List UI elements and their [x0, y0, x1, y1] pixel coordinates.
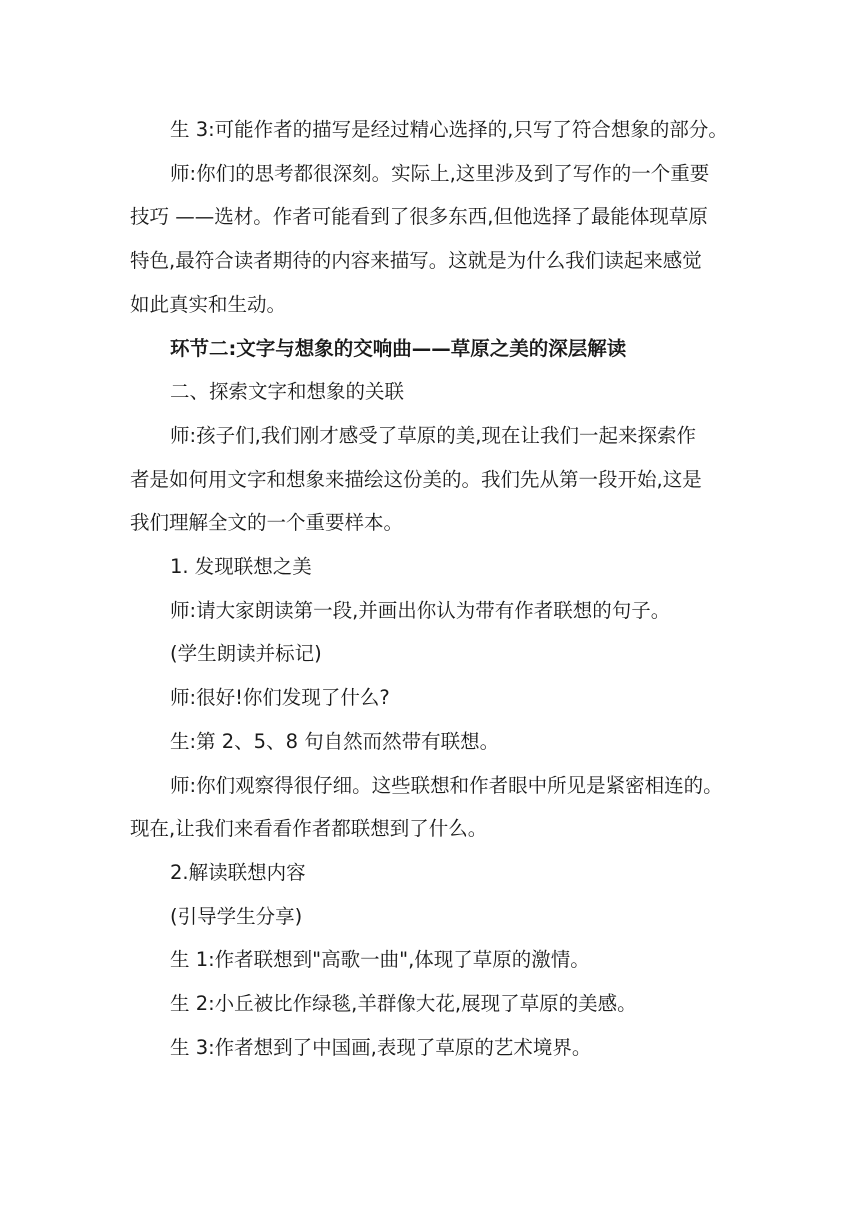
paragraph-line: 我们理解全文的一个重要样本。	[130, 511, 404, 535]
paragraph-line: 现在,让我们来看看作者都联想到了什么。	[130, 817, 488, 841]
paragraph	[130, 414, 730, 545]
paragraph-line: 2.解读联想内容	[170, 860, 306, 884]
paragraph	[130, 895, 730, 939]
paragraph	[130, 851, 730, 895]
paragraph	[130, 1026, 730, 1070]
paragraph-line: 环节二:文字与想象的交响曲——草原之美的深层解读	[170, 336, 627, 360]
paragraph-line: 师:你们观察得很仔细。这些联想和作者眼中所见是紧密相连的。	[170, 773, 723, 797]
paragraph	[130, 370, 730, 414]
paragraph	[130, 589, 730, 633]
paragraph-line: 1. 发现联想之美	[170, 555, 312, 579]
paragraph-line: 师:很好!你们发现了什么?	[170, 686, 390, 710]
paragraph	[130, 720, 730, 764]
section-heading	[130, 327, 730, 371]
paragraph	[130, 152, 730, 327]
paragraph-line: 师:请大家朗读第一段,并画出你认为带有作者联想的句子。	[170, 598, 671, 622]
paragraph	[130, 676, 730, 720]
paragraph	[130, 108, 730, 152]
paragraph	[130, 938, 730, 982]
paragraph	[130, 632, 730, 676]
paragraph-line: 生 2:小丘被比作绿毯,羊群像大花,展现了草原的美感。	[170, 992, 637, 1016]
paragraph-line: 技巧 ——选材。作者可能看到了很多东西,但他选择了最能体现草原	[130, 205, 708, 229]
paragraph-line: 生:第 2、5、8 句自然而然带有联想。	[170, 729, 500, 753]
paragraph-line: 生 3:可能作者的描写是经过精心选择的,只写了符合想象的部分。	[170, 118, 728, 141]
paragraph-line: 者是如何用文字和想象来描绘这份美的。我们先从第一段开始,这是	[130, 467, 702, 491]
paragraph	[130, 764, 730, 851]
paragraph-line: 生 1:作者联想到"高歌一曲",体现了草原的激情。	[170, 948, 590, 972]
paragraph-line: 生 3:作者想到了中国画,表现了草原的艺术境界。	[170, 1035, 592, 1059]
paragraph-line: 如此真实和生动。	[130, 292, 287, 316]
paragraph-line: 师:孩子们,我们刚才感受了草原的美,现在让我们一起来探索作	[170, 423, 696, 447]
paragraph-line: 师:你们的思考都很深刻。实际上,这里涉及到了写作的一个重要	[170, 161, 710, 185]
paragraph-line: (引导学生分享)	[170, 904, 303, 928]
document-body	[130, 108, 730, 1069]
paragraph	[130, 982, 730, 1026]
paragraph-line: 二、探索文字和想象的关联	[170, 380, 405, 404]
paragraph-line: (学生朗读并标记)	[170, 642, 322, 666]
paragraph-line: 特色,最符合读者期待的内容来描写。这就是为什么我们读起来感觉	[130, 249, 702, 273]
paragraph	[130, 545, 730, 589]
